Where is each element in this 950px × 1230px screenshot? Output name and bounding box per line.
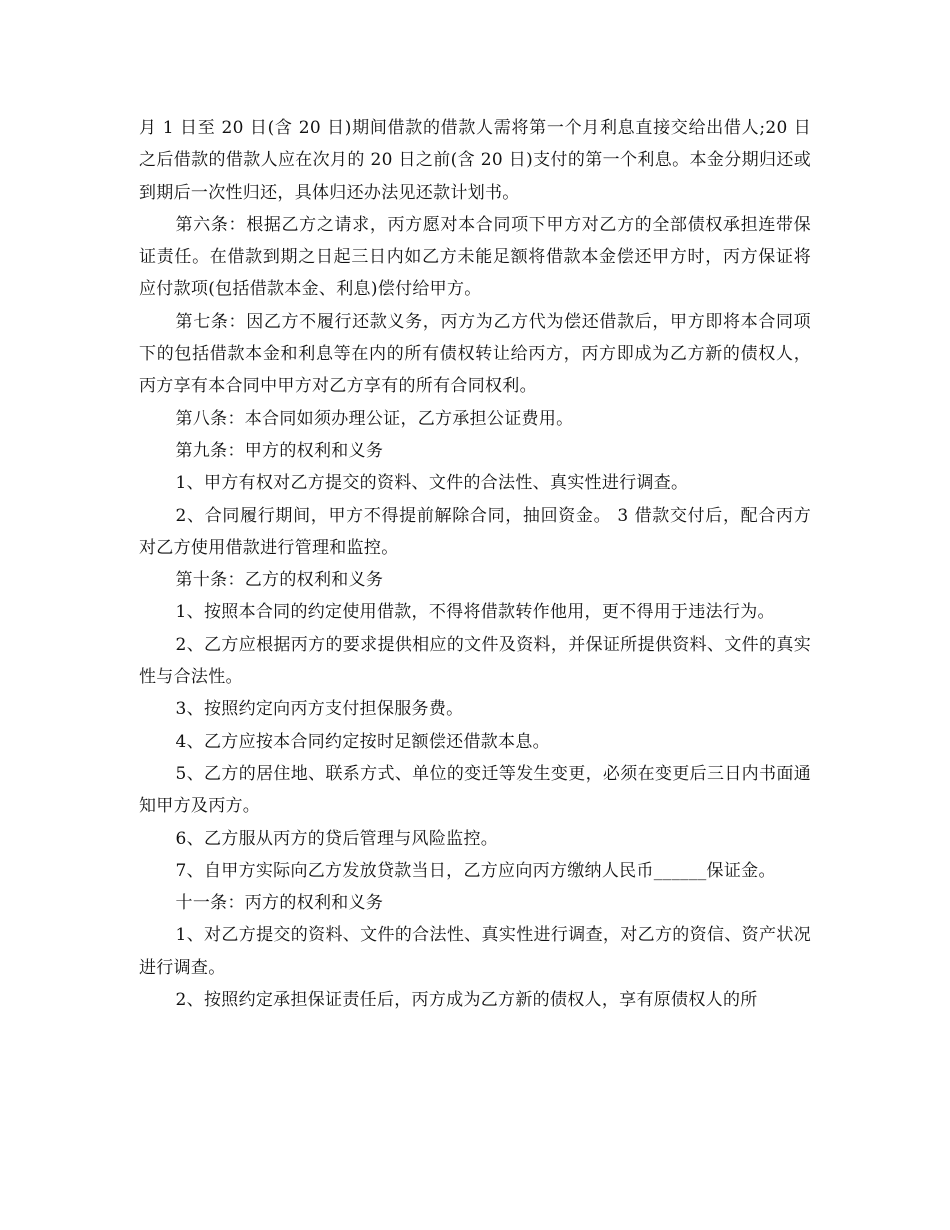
paragraph-article-11-item-1: 1、对乙方提交的资料、文件的合法性、真实性进行调查，对乙方的资信、资产状况进行调查。 [139,925,811,978]
paragraph-interest-payment: 月 1 日至 20 日(含 20 日)期间借款的借款人需将第一个月利息直接交给出借人;20 日之后借款的借款人应在次月的 20 日之前(含 20 日)支付的第一个利息。本金分期归还或到期后一次性归还，具体归还办法见还款计划书。 [139,118,811,203]
paragraph-article-10-item-1: 1、按照本合同的约定使用借款，不得将借款转作他用，更不得用于违法行为。 [175,602,775,623]
paragraph-article-7: 第七条：因乙方不履行还款义务，丙方为乙方代为偿还借款后，甲方即将本合同项下的包括借款本金和利息等在内的所有债权转让给丙方，丙方即成为乙方新的债权人，丙方享有本合同中甲方对乙方享有的所有合同权利。 [139,311,811,397]
paragraph-article-11-item-2: 2、按照约定承担保证责任后，丙方成为乙方新的债权人，享有原债权人的所 [175,990,758,1011]
paragraph-article-6: 第六条：根据乙方之请求，丙方愿对本合同项下甲方对乙方的全部债权承担连带保证责任。在借款到期之日起三日内如乙方未能足额将借款本金偿还甲方时，丙方保证将应付款项(包括借款本金、利息)偿付给甲方。 [139,214,811,300]
heading-article-9: 第九条：甲方的权利和义务 [175,440,384,461]
paragraph-article-10-item-2: 2、乙方应根据丙方的要求提供相应的文件及资料，并保证所提供资料、文件的真实性与合法性。 [139,634,811,688]
heading-article-10: 第十条：乙方的权利和义务 [175,570,384,591]
paragraph-article-10-item-5: 5、乙方的居住地、联系方式、单位的变迁等发生变更，必须在变更后三日内书面通知甲方及丙方。 [139,763,811,817]
paragraph-article-8: 第八条：本合同如须办理公证，乙方承担公证费用。 [175,408,574,429]
document-body [139,112,811,1016]
paragraph-article-10-item-4: 4、乙方应按本合同约定按时足额偿还借款本息。 [175,731,550,752]
paragraph-article-10-item-3: 3、按照约定向丙方支付担保服务费。 [175,699,464,720]
paragraph-article-9-item-2: 2、合同履行期间，甲方不得提前解除合同，抽回资金。 3 借款交付后，配合丙方对乙方使用借款进行管理和监控。 [139,505,811,558]
paragraph-article-9-item-1: 1、甲方有权对乙方提交的资料、文件的合法性、真实性进行调查。 [175,473,689,494]
paragraph-article-10-item-6: 6、乙方服从丙方的贷后管理与风险监控。 [175,828,499,849]
paragraph-article-10-item-7: 7、自甲方实际向乙方发放贷款当日，乙方应向丙方缴纳人民币______保证金。 [175,860,776,881]
heading-article-11: 十一条：丙方的权利和义务 [175,893,384,914]
